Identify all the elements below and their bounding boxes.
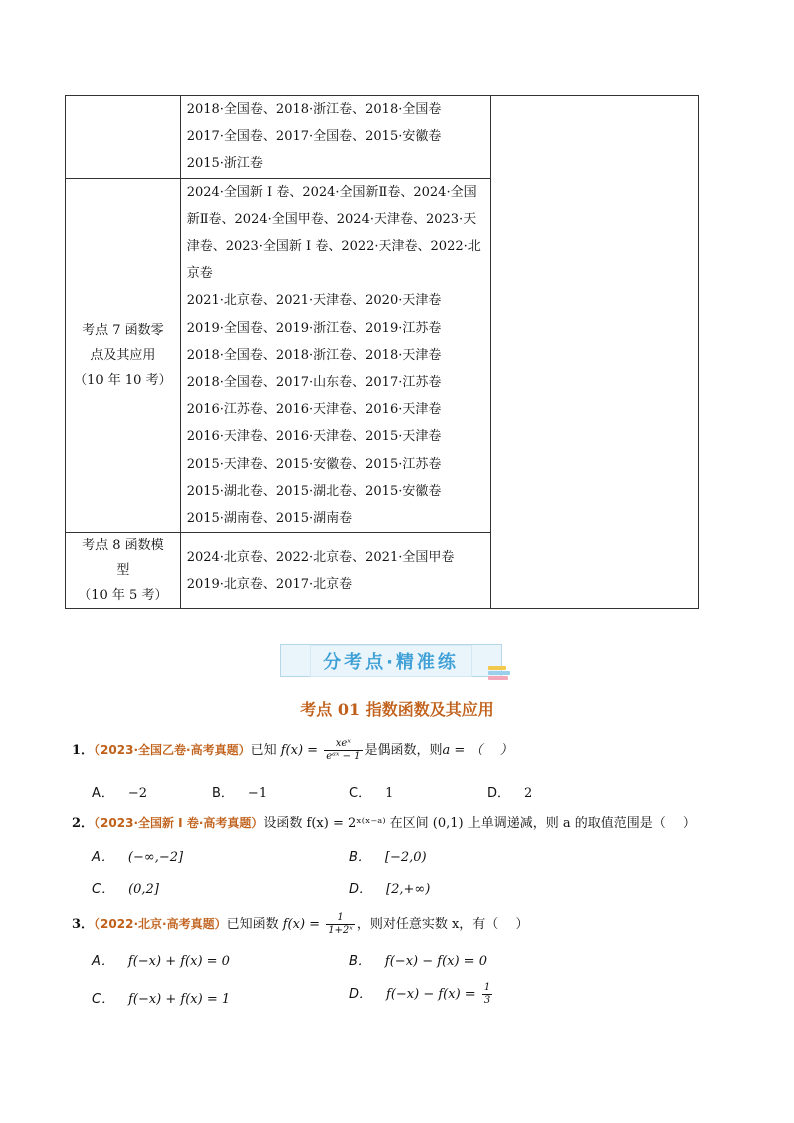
years-line: 2015·天津卷、2015·安徽卷、2015·江苏卷 (186, 456, 442, 472)
option-label: A． (92, 786, 114, 801)
years-line: 2018·全国卷、2018·浙江卷、2018·天津卷 (186, 347, 442, 363)
question-number: 1． (72, 743, 95, 758)
option-text: f(−x) + f(x) = 1 (128, 992, 231, 1007)
fraction (324, 738, 362, 763)
option-d[interactable] (349, 878, 430, 897)
years-cell (180, 178, 490, 533)
option-text: 2 (524, 786, 533, 801)
option-d[interactable] (487, 782, 532, 801)
topic-cell (66, 533, 181, 609)
question-text: 已知函数 (226, 917, 279, 932)
years-cell (180, 96, 490, 179)
option-b[interactable] (212, 782, 267, 801)
question-text: 是偶函数，则 (364, 743, 443, 758)
years-line: 2019·北京卷、2017·北京卷 (186, 576, 353, 592)
option-label: A． (92, 850, 114, 865)
books-icon (488, 664, 514, 682)
question-source: （2022·北京·高考真题） (94, 917, 227, 931)
option-a[interactable] (92, 950, 230, 969)
topic-cell (66, 178, 181, 533)
question-1 (72, 738, 513, 763)
banner-title: 分考点·精准练 (310, 645, 472, 677)
years-line: 津卷、2023·全国新 I 卷、2022·天津卷、2022·北 (186, 239, 481, 255)
topic-cell (66, 96, 181, 179)
years-line: 2017·全国卷、2017·全国卷、2015·安徽卷 (186, 129, 442, 145)
option-text: (−∞,−2] (127, 850, 184, 865)
years-line: 2015·湖北卷、2015·湖北卷、2015·安徽卷 (186, 483, 442, 499)
topic-label: 型 (116, 563, 130, 579)
option-c[interactable] (92, 988, 230, 1007)
option-text: −2 (127, 786, 148, 801)
fraction-denominator: eᵃˣ − 1 (326, 751, 361, 762)
practice-banner (280, 644, 502, 677)
question-2 (72, 812, 696, 831)
topic-label: 考点 7 函数零 (82, 322, 164, 338)
question-text: ，则对任意实数 x，有（ ） (356, 917, 529, 932)
option-text: f(−x) − f(x) = (386, 987, 476, 1002)
option-text: f(−x) − f(x) = 0 (384, 954, 487, 969)
section-title: 考点 01 指数函数及其应用 (300, 700, 494, 719)
function-expression: f(x) = (280, 743, 319, 758)
function-expression: f(x) = (282, 917, 321, 932)
option-text: f(−x) + f(x) = 0 (127, 954, 230, 969)
option-text: 1 (385, 786, 394, 801)
years-line: 2015·湖南卷、2015·湖南卷 (186, 511, 353, 527)
question-tail: a = （ ） (442, 743, 513, 758)
years-line: 2021·北京卷、2021·天津卷、2020·天津卷 (186, 293, 442, 309)
years-line: 2019·全国卷、2019·浙江卷、2019·江苏卷 (186, 320, 442, 336)
years-line: 2015·浙江卷 (186, 156, 263, 172)
option-a[interactable] (92, 782, 147, 801)
option-label: B． (349, 954, 371, 969)
topic-label: （10 年 5 考） (78, 588, 168, 604)
option-label: B． (212, 786, 234, 801)
topic-label: （10 年 10 考） (74, 372, 172, 388)
years-line: 2024·北京卷、2022·北京卷、2021·全国甲卷 (186, 549, 455, 565)
option-label: B． (349, 850, 371, 865)
fraction-denominator: 3 (483, 995, 491, 1006)
fraction (326, 912, 355, 937)
years-cell (180, 533, 490, 609)
fraction-numerator: 1 (326, 912, 355, 925)
years-line: 2018·全国卷、2018·浙江卷、2018·全国卷 (186, 102, 442, 117)
option-text: [−2,0) (384, 850, 427, 865)
option-c[interactable] (349, 782, 393, 801)
option-label: C． (349, 786, 372, 801)
question-3 (72, 912, 528, 937)
fraction-denominator: 1+2ˣ (328, 925, 353, 936)
option-c[interactable] (92, 878, 159, 897)
exam-statistics-table (65, 95, 699, 609)
topic-label: 考点 8 函数模 (82, 538, 164, 554)
years-line: 新Ⅱ卷、2024·全国甲卷、2024·天津卷、2023·天 (186, 211, 477, 227)
option-label: C． (92, 882, 115, 897)
fraction-numerator: xeˣ (324, 738, 362, 751)
option-label: D． (349, 987, 373, 1002)
option-text: [2,+∞) (386, 882, 431, 897)
option-text: −1 (247, 786, 268, 801)
question-source: （2023·全国新 I 卷·高考真题） (94, 816, 264, 830)
question-text: 已知 (250, 743, 277, 758)
fraction-numerator: 1 (483, 982, 491, 993)
option-label: C． (92, 992, 115, 1007)
years-line: 2018·全国卷、2017·山东卷、2017·江苏卷 (186, 375, 442, 391)
option-b[interactable] (349, 950, 487, 969)
question-number: 3． (72, 917, 95, 932)
years-line: 京卷 (186, 266, 213, 282)
notes-cell (490, 96, 698, 609)
option-a[interactable] (92, 846, 183, 865)
option-b[interactable] (349, 846, 427, 865)
question-number: 2． (72, 816, 95, 831)
topic-label: 点及其应用 (90, 347, 156, 363)
question-source: （2023·全国乙卷·高考真题） (94, 743, 251, 757)
years-line: 2016·天津卷、2016·天津卷、2015·天津卷 (186, 429, 442, 445)
years-line: 2016·江苏卷、2016·天津卷、2016·天津卷 (186, 402, 442, 418)
table-row (66, 96, 699, 179)
option-d[interactable] (349, 982, 494, 1007)
option-label: D． (349, 882, 373, 897)
option-text: (0,2] (128, 882, 159, 897)
option-label: A． (92, 954, 114, 969)
question-text: 设函数 f(x) = 2ˣ⁽ˣ⁻ᵃ⁾ 在区间 (0,1) 上单调递减，则 a 的取值范围是（ ） (263, 816, 696, 831)
option-label: D． (487, 786, 511, 801)
fraction (482, 982, 492, 1007)
years-line: 2024·全国新 I 卷、2024·全国新Ⅱ卷、2024·全国 (186, 184, 477, 200)
